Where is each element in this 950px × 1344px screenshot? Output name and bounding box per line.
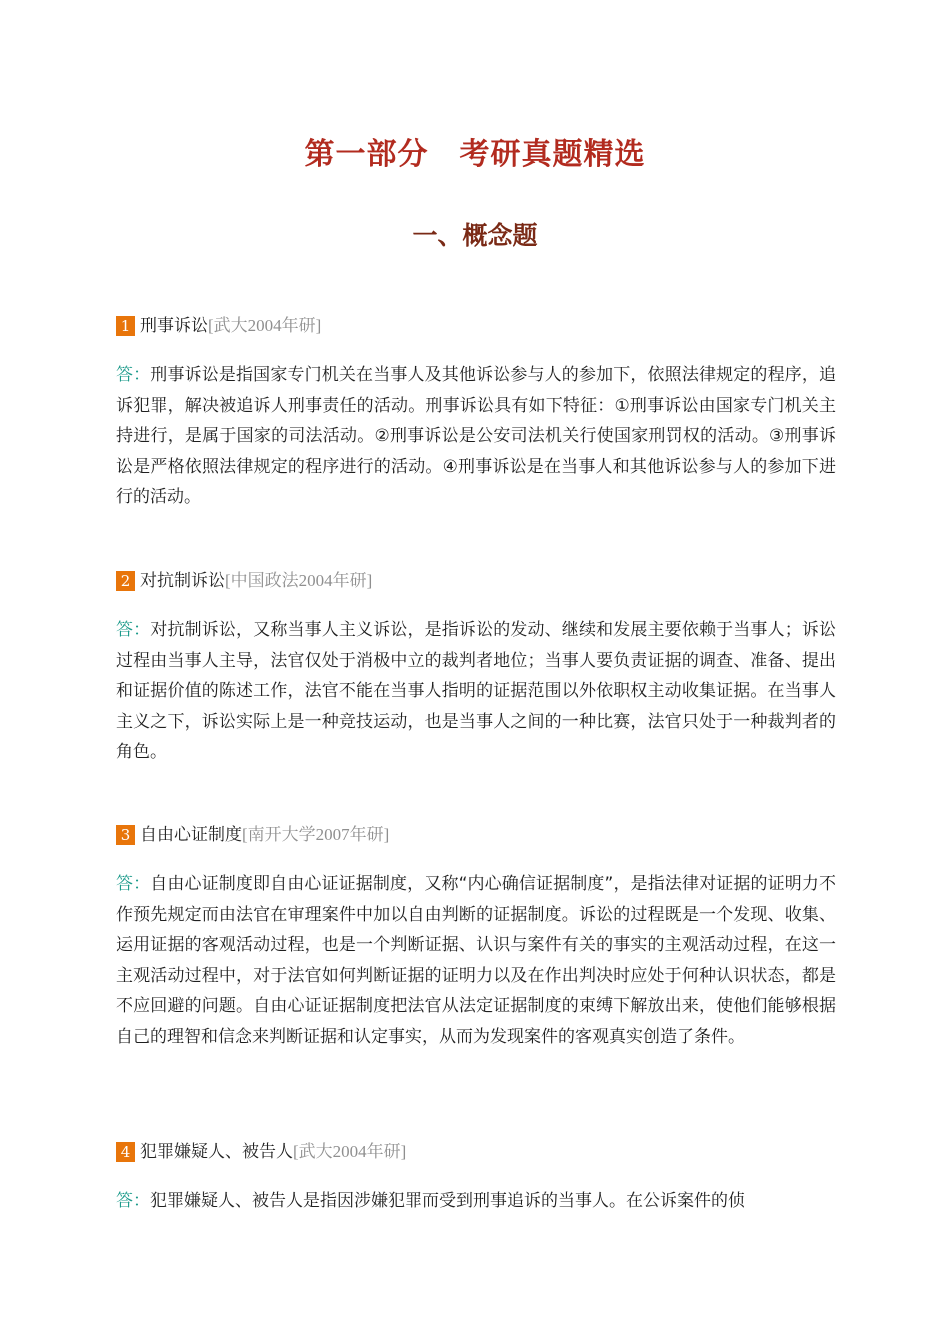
question-3 [116,822,836,1052]
question-number-badge: 4 [116,1142,135,1162]
question-source: [中国政法2004年研] [225,571,373,590]
question-4 [116,1139,836,1217]
question-heading [116,568,836,594]
question-number-badge: 3 [116,825,135,845]
question-number-badge: 2 [116,571,135,591]
question-source: [武大2004年研] [293,1142,407,1161]
question-term: 对抗制诉讼 [140,571,225,591]
question-source: [武大2004年研] [208,316,322,335]
answer-label: 答： [116,620,151,640]
question-heading [116,1139,836,1165]
answer-label: 答： [116,1191,150,1211]
question-term: 刑事诉讼 [140,316,208,336]
question-heading [116,313,836,339]
question-source: [南开大学2007年研] [242,825,390,844]
question-term: 犯罪嫌疑人、被告人 [140,1142,293,1162]
section-title: 一、概念题 [412,221,538,250]
question-2 [116,568,836,768]
answer-text: 对抗制诉讼，又称当事人主义诉讼，是指诉讼的发动、继续和发展主要依赖于当事人；诉讼过程由当事人主导，法官仅处于消极中立的裁判者地位；当事人要负责证据的调查、准备、提出和证据价值的陈述工作，法官不能在当事人指明的证据范围以外依职权主动收集证据。在当事人主义之下，诉讼实际上是一种竞技运动，也是当事人之间的一种比赛，法官只处于一种裁判者的角色。 [116,620,837,762]
part-title: 第一部分 考研真题精选 [304,137,646,172]
answer-paragraph [116,360,836,513]
question-heading [116,822,836,848]
answer-text: 刑事诉讼是指国家专门机关在当事人及其他诉讼参与人的参加下，依照法律规定的程序，追诉犯罪，解决被追诉人刑事责任的活动。刑事诉讼具有如下特征：①刑事诉讼由国家专门机关主持进行，是属于国家的司法活动。②刑事诉讼是公安司法机关行使国家刑罚权的活动。③刑事诉讼是严格依照法律规定的程序进行的活动。④刑事诉讼是在当事人和其他诉讼参与人的参加下进行的活动。 [116,365,837,507]
answer-paragraph [116,1186,836,1217]
answer-label: 答： [116,874,151,894]
question-term: 自由心证制度 [140,825,242,845]
answer-text: 自由心证制度即自由心证证据制度，又称“内心确信证据制度”，是指法律对证据的证明力不作预先规定而由法官在审理案件中加以自由判断的证据制度。诉讼的过程既是一个发现、收集、运用证据的客观活动过程，也是一个判断证据、认识与案件有关的事实的主观活动过程，在这一主观活动过程中，对于法官如何判断证据的证明力以及在作出判决时应处于何种认识状态，都是不应回避的问题。自由心证证据制度把法官从法定证据制度的束缚下解放出来，使他们能够根据自己的理智和信念来判断证据和认定事实，从而为发现案件的客观真实创造了条件。 [116,874,836,1047]
question-number-badge: 1 [116,316,135,336]
question-1 [116,313,836,513]
answer-paragraph [116,615,836,768]
answer-label: 答： [116,365,151,385]
answer-paragraph [116,869,836,1052]
answer-text: 犯罪嫌疑人、被告人是指因涉嫌犯罪而受到刑事追诉的当事人。在公诉案件的侦 [150,1191,745,1211]
